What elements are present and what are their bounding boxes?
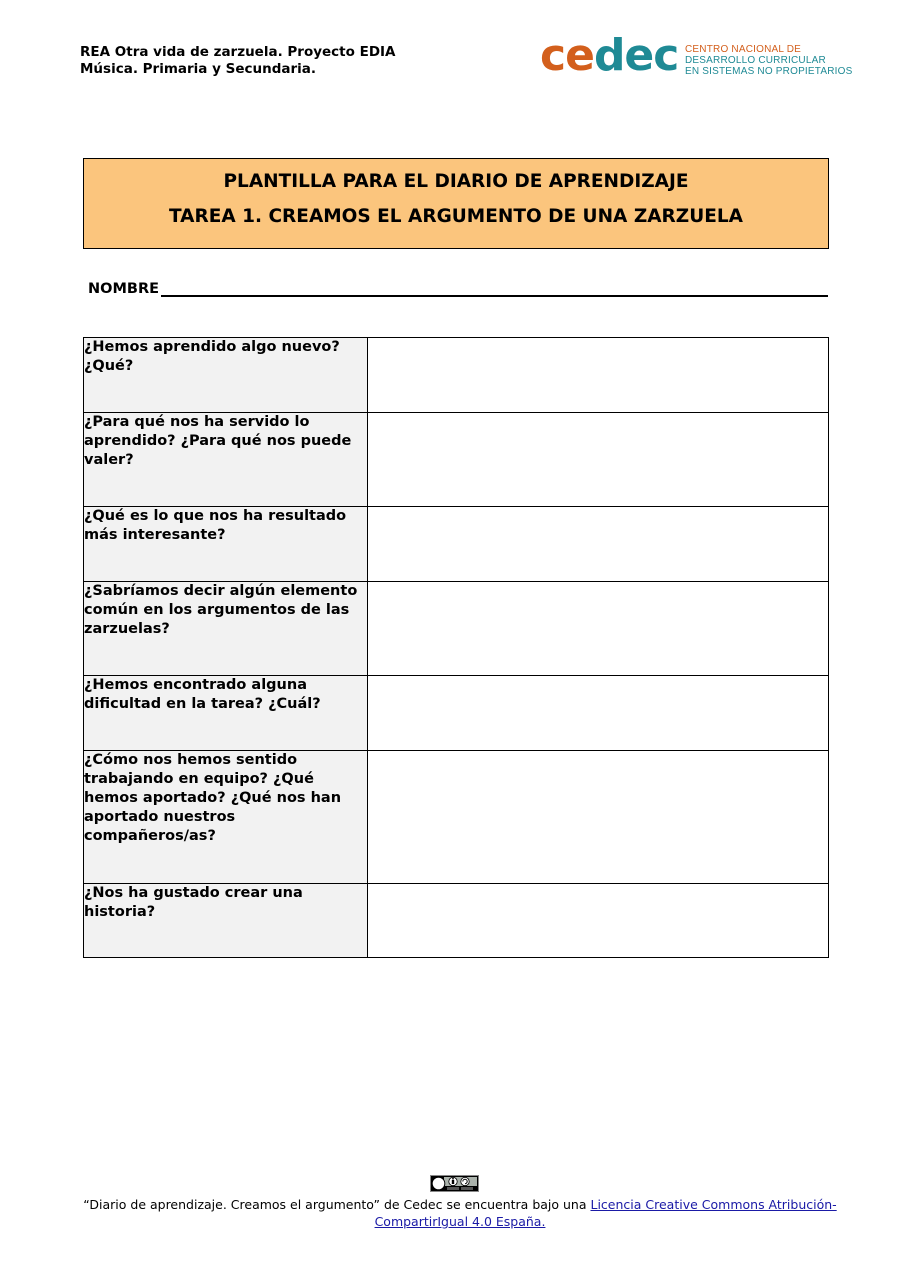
logo-subtitle	[685, 44, 852, 77]
answer-cell[interactable]	[368, 413, 829, 507]
answer-cell[interactable]	[368, 676, 829, 751]
name-label: NOMBRE	[88, 281, 160, 297]
diary-table	[83, 337, 829, 958]
license-footer	[80, 1196, 840, 1230]
name-underline[interactable]	[161, 282, 828, 297]
license-link[interactable]: Licencia Creative Commons Atribución-CompartirIgual 4.0 España.	[374, 1197, 837, 1229]
logo-sub-1: CENTRO NACIONAL DE	[685, 44, 802, 55]
cedec-wordmark	[540, 28, 678, 84]
title-line-1: PLANTILLA PARA EL DIARIO DE APRENDIZAJE	[223, 171, 689, 192]
question-cell: ¿Sabríamos decir algún elemento común en los argumentos de las zarzuelas?	[84, 582, 368, 676]
license-text: “Diario de aprendizaje. Creamos el argumento” de Cedec se encuentra bajo una	[83, 1197, 591, 1212]
question-cell: ¿Cómo nos hemos sentido trabajando en equipo? ¿Qué hemos aportado? ¿Qué nos han aportado nuestros compañeros/as?	[84, 751, 368, 884]
table-row	[84, 751, 829, 884]
table-row	[84, 676, 829, 751]
answer-cell[interactable]	[368, 507, 829, 582]
logo-sub-2: DESARROLLO CURRICULAR	[685, 55, 826, 66]
table-row	[84, 582, 829, 676]
question-cell: ¿Para qué nos ha servido lo aprendido? ¿Para qué nos puede valer?	[84, 413, 368, 507]
answer-cell[interactable]	[368, 338, 829, 413]
question-cell: ¿Qué es lo que nos ha resultado más interesante?	[84, 507, 368, 582]
logo-part-orange: ce	[540, 30, 594, 81]
table-row	[84, 507, 829, 582]
logo-part-teal: dec	[593, 30, 679, 81]
answer-cell[interactable]	[368, 884, 829, 958]
question-cell: ¿Hemos encontrado alguna dificultad en la tarea? ¿Cuál?	[84, 676, 368, 751]
title-line-2: TAREA 1. CREAMOS EL ARGUMENTO DE UNA ZARZUELA	[169, 206, 743, 227]
logo-sub-3: EN SISTEMAS NO PROPIETARIOS	[685, 66, 853, 77]
table-row	[84, 884, 829, 958]
answer-cell[interactable]	[368, 751, 829, 884]
table-row	[84, 413, 829, 507]
name-field	[88, 281, 828, 297]
title-box	[83, 158, 829, 249]
question-cell: ¿Nos ha gustado crear una historia?	[84, 884, 368, 958]
cedec-logo	[540, 30, 860, 86]
answer-cell[interactable]	[368, 582, 829, 676]
header-line-1: REA Otra vida de zarzuela. Proyecto EDIA	[80, 44, 396, 60]
cc-by-sa-icon	[430, 1175, 479, 1192]
table-row	[84, 338, 829, 413]
question-cell: ¿Hemos aprendido algo nuevo? ¿Qué?	[84, 338, 368, 413]
header-line-2: Música. Primaria y Secundaria.	[80, 61, 316, 77]
document-header	[80, 44, 396, 78]
